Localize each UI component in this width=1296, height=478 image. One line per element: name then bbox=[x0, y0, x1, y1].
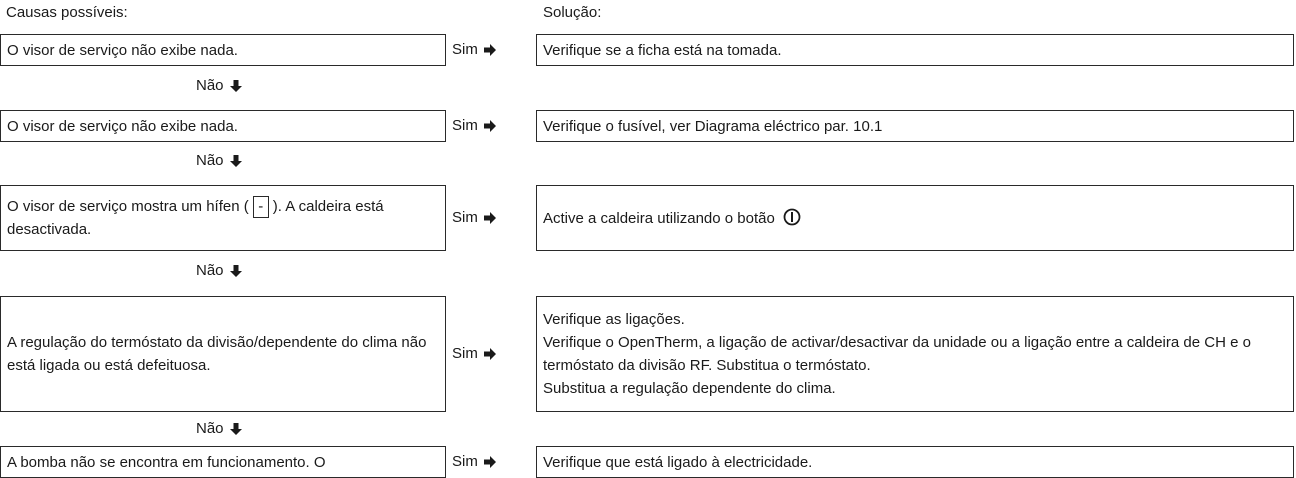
cause-box-1 bbox=[0, 34, 446, 66]
cause-box-5 bbox=[0, 446, 446, 478]
arrow-right-icon bbox=[483, 347, 497, 361]
yes-connector-1 bbox=[452, 41, 532, 59]
solution-box-1 bbox=[536, 34, 1294, 66]
no-connector-4 bbox=[196, 420, 243, 438]
cause-text: A regulação do termóstato da divisão/dependente do clima não está ligada ou está defeituosa. bbox=[7, 334, 427, 374]
solution-text-label: Active a caldeira utilizando o botão bbox=[543, 209, 775, 227]
no-label: Não bbox=[196, 152, 224, 169]
yes-label: Sim bbox=[452, 345, 478, 362]
no-label: Não bbox=[196, 420, 224, 437]
yes-label: Sim bbox=[452, 209, 478, 226]
arrow-down-icon bbox=[229, 422, 243, 436]
hyphen-symbol: - bbox=[253, 196, 269, 218]
cause-text: A bomba não se encontra em funcionamento. O bbox=[7, 453, 326, 471]
arrow-down-icon bbox=[229, 79, 243, 93]
solution-header: Solução: bbox=[543, 4, 602, 21]
no-label: Não bbox=[196, 262, 224, 279]
causes-header: Causas possíveis: bbox=[6, 4, 128, 21]
cause-box-4 bbox=[0, 296, 446, 412]
yes-connector-4 bbox=[452, 345, 532, 363]
cause-box-3 bbox=[0, 185, 446, 251]
solution-text: Verifique se a ficha está na tomada. bbox=[543, 41, 782, 59]
arrow-right-icon bbox=[483, 119, 497, 133]
yes-connector-2 bbox=[452, 117, 532, 135]
arrow-down-icon bbox=[229, 264, 243, 278]
no-label: Não bbox=[196, 77, 224, 94]
solution-box-2 bbox=[536, 110, 1294, 142]
yes-connector-5 bbox=[452, 453, 532, 471]
solution-text: Verifique que está ligado à electricidade. bbox=[543, 453, 813, 471]
solution-text: Verifique as ligações. Verifique o OpenTherm, a ligação de activar/desactivar da unidade ou a ligação entre a caldeira de CH e o termóstato da divisão RF. Substitua o termóstato. Substitua a regulação dependente do clima. bbox=[543, 311, 1251, 397]
no-connector-1 bbox=[196, 77, 243, 95]
solution-box-4 bbox=[536, 296, 1294, 412]
solution-text: Verifique o fusível, ver Diagrama eléctrico par. 10.1 bbox=[543, 117, 883, 135]
yes-connector-3 bbox=[452, 209, 532, 227]
solution-box-3 bbox=[536, 185, 1294, 251]
solution-text bbox=[543, 207, 801, 230]
cause-text bbox=[7, 195, 427, 241]
no-connector-3 bbox=[196, 262, 243, 280]
cause-text-after: ). A caldeira está desactivada. bbox=[7, 197, 384, 239]
power-button-icon bbox=[783, 208, 801, 226]
cause-text-before: O visor de serviço mostra um hífen ( bbox=[7, 197, 249, 215]
arrow-right-icon bbox=[483, 211, 497, 225]
yes-label: Sim bbox=[452, 117, 478, 134]
no-connector-2 bbox=[196, 152, 243, 170]
cause-text: O visor de serviço não exibe nada. bbox=[7, 41, 238, 59]
arrow-down-icon bbox=[229, 154, 243, 168]
solution-box-5 bbox=[536, 446, 1294, 478]
cause-text: O visor de serviço não exibe nada. bbox=[7, 117, 238, 135]
arrow-right-icon bbox=[483, 455, 497, 469]
cause-box-2 bbox=[0, 110, 446, 142]
yes-label: Sim bbox=[452, 453, 478, 470]
yes-label: Sim bbox=[452, 41, 478, 58]
arrow-right-icon bbox=[483, 43, 497, 57]
